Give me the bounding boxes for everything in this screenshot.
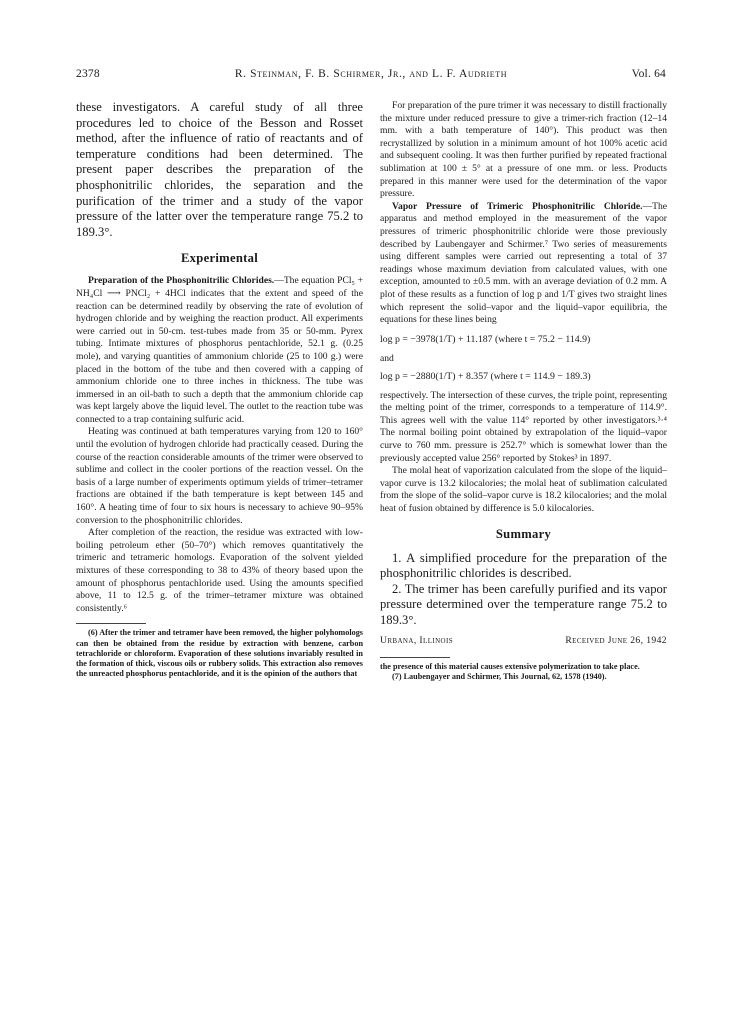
footnote-7: (7) Laubengayer and Schirmer, This Journal, 62, 1578 (1940).	[392, 671, 607, 681]
running-head	[76, 68, 666, 84]
vapor-pressure-heading: Vapor Pressure of Trimeric Phosphonitrilic Chloride.	[392, 200, 643, 212]
extraction-paragraph: After completion of the reaction, the residue was extracted with low-boiling petroleum ether (50–70°) which removes quantitatively the trimeric and tetrameric homologs. Evaporation of the solvent yielded mixtures of these corresponding to 38 to 43% of theory based upon the amount of phosphorus pentachloride used. Using the amounts specified above, 11 to 12.5 g. of the trimer–tetramer mixture was obtained consistently.⁶	[76, 527, 363, 614]
right-column	[380, 100, 667, 682]
running-head-authors: R. Steinman, F. B. Schirmer, Jr., and L. F. Audrieth	[234, 68, 508, 80]
footnote-rule	[76, 623, 146, 624]
footnote-rule-right	[380, 657, 450, 658]
summary-item-1: 1. A simplified procedure for the preparation of the phosphonitrilic chlorides is described.	[380, 550, 667, 581]
equation-connector: and	[380, 352, 394, 364]
footnote-6-continued: the presence of this material causes extensive polymerization to take place.	[380, 661, 640, 671]
intro-paragraph: these investigators. A careful study of all three procedures led to choice of the Besson and Rosset method, after the influence of ratio of reactants and of temperature conditions had been determined. The present paper describes the preparation of the phosphonitrilic chlorides, the separation and the purification of the trimer and a study of the vapor pressure of the latter over the temperature range 75.2 to 189.3°.	[76, 100, 363, 239]
summary-item-2: 2. The trimer has been carefully purified and its vapor pressure determined over the temperature range 75.2 to 189.3°.	[380, 581, 667, 627]
page-number: 2378	[76, 68, 100, 80]
footnote-6: (6) After the trimer and tetramer have been removed, the higher polyhomologs can then be obtained from the residue by extraction with benzene, carbon tetrachloride or chloroform. Evaporation of these solutions invariably resulted in the formation of thick, viscous oils or rubbery solids. This extraction also removes the unreacted phosphorus pentachloride, and it is the opinion of the authors that	[76, 628, 363, 679]
equation-liquid-vapor: log p = −2880(1/T) + 8.357 (where t = 114.9 − 189.3)	[380, 370, 591, 382]
equation-solid-vapor: log p = −3978(1/T) + 11.187 (where t = 75.2 − 114.9)	[380, 333, 591, 345]
left-column	[76, 100, 363, 679]
signature-line	[380, 635, 667, 649]
section-heading-summary: Summary	[495, 526, 552, 541]
preparation-paragraph	[76, 275, 363, 426]
preparation-text: —The equation PCl₅ + NH₄Cl ⟶ PNCl₂ + 4HCl indicates that the extent and speed of the reaction can be determined readily by observing the rate of evolution of hydrogen chloride and by weighing the reaction product. All experiments were carried out in 50-cm. test-tubes made from 35 or 50-mm. Pyrex tubing. Intimate mixtures of phosphorus pentachloride, 52.1 g. (0.25 mole), and varying quantities of ammonium chloride (25 to 100 g.) were placed in the bottom of the tube and then covered with a capping of ammonium chloride one to three inches in thickness. The tube was immersed in an oil-bath to such a depth that the ammonium chloride cap was kept largely above the liquid level. The outlet to the reaction tube was connected to a trap containing sulfuric acid.	[76, 275, 363, 425]
preparation-heading: Preparation of the Phosphonitrilic Chlorides.	[88, 275, 275, 287]
affiliation-city: Urbana, Illinois	[380, 634, 454, 646]
heating-paragraph: Heating was continued at bath temperatures varying from 120 to 160° until the evolution of hydrogen chloride had practically ceased. During the course of the reaction considerable amounts of the trimer were observed to sublime and collect in the cooler portions of the reaction vessel. On the basis of a large number of experiments optimum yields of trimer–tetramer fractions are obtained if the bath temperature is kept between 145 and 160°. A heating time of four to six hours is necessary to achieve 90–95% conversion to the phosphonitrilic chlorides.	[76, 426, 363, 526]
vapor-pressure-text: —The apparatus and method employed in the measurement of the vapor pressures of trimeric phosphonitrilic chloride were those previously described by Laubengayer and Schirmer.⁷ Two series of measurements using different samples were carried out representing a total of 37 readings whose maximum deviation from calculated values, with one exception, amounted to ±0.5 mm. with an average deviation of 0.2 mm. A plot of these results as a function of log p and 1/T gives two straight lines which represent the solid–vapor and the liquid–vapor equilibria, the equations for these lines being	[380, 200, 667, 326]
molal-heat-paragraph: The molal heat of vaporization calculated from the slope of the liquid–vapor curve is 13.2 kilocalories; the molal heat of sublimation calculated from the slope of the solid–vapor curve is 18.2 kilocalories; and the molal heat of fusion obtained by difference is 5.0 kilocalories.	[380, 465, 667, 515]
intersection-paragraph: respectively. The intersection of these curves, the triple point, representing the melting point of the trimer, corresponds to a temperature of 114.9°. This agrees well with the value 114° reported by other investigators.³·⁴ The normal boiling point obtained by extrapolation of the liquid–vapor curve to 760 mm. pressure is 252.7° which is somewhat lower than the previously accepted value 256° reported by Stokes³ in 1897.	[380, 389, 667, 464]
purification-paragraph: For preparation of the pure trimer it was necessary to distill fractionally the mixture under reduced pressure to give a trimer-rich fraction (12–14 mm. with a bath temperature of 140°). This product was then recrystallized by solution in a minimum amount of hot 100% acetic acid and subsequent cooling. It was then further purified by repeated fractional sublimation at 100 ± 5° at a pressure of one mm. or less. Products prepared in this manner were used for the determination of the vapor pressure.	[380, 100, 667, 200]
vapor-pressure-paragraph	[380, 201, 667, 327]
volume-label: Vol. 64	[631, 68, 666, 80]
received-date: Received June 26, 1942	[565, 634, 667, 646]
section-heading-experimental: Experimental	[180, 251, 259, 266]
